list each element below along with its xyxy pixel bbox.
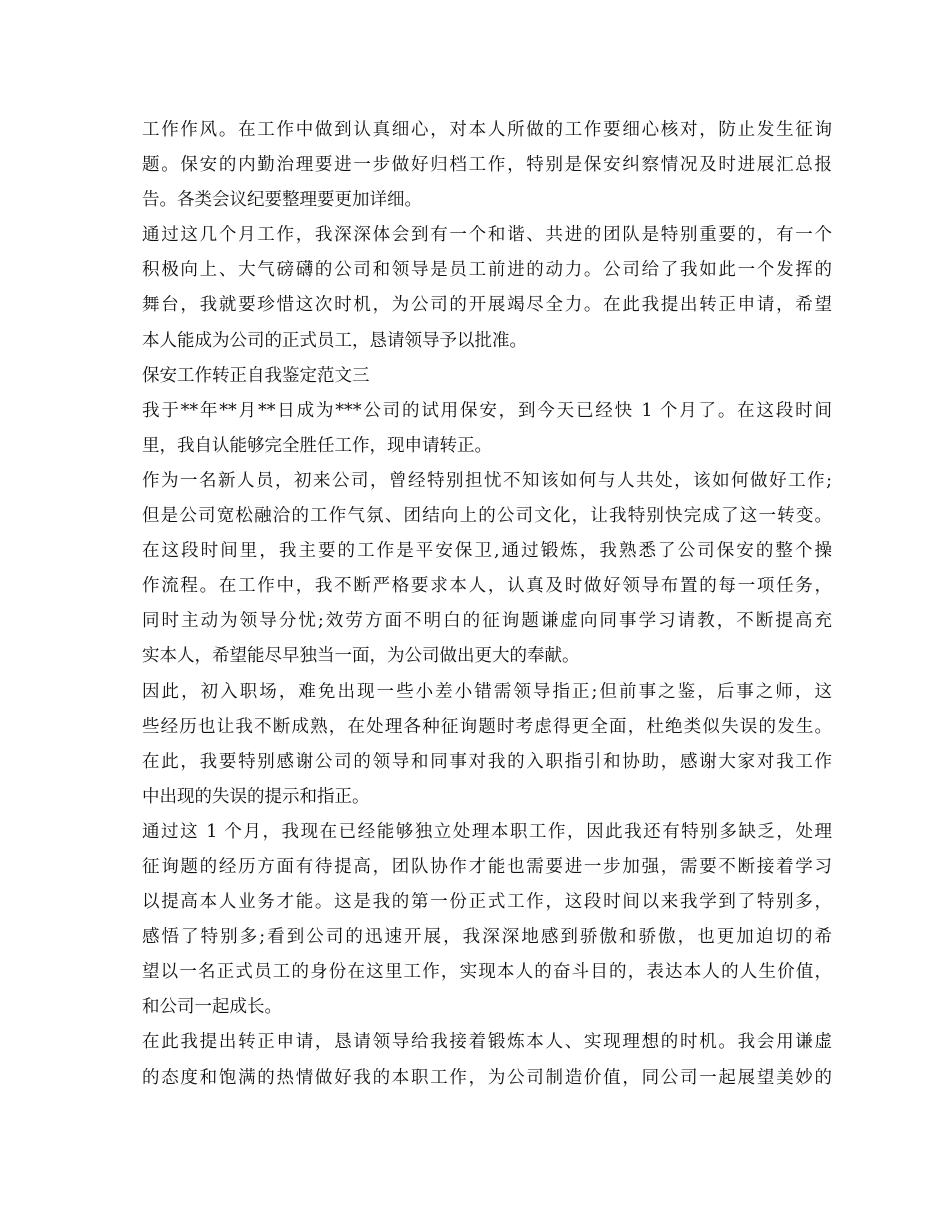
text-line: 中出现的失误的提示和指正。: [142, 786, 370, 807]
text-line: 通过这 1 个月，我现在已经能够独立处理本职工作，因此我还有特别多缺乏，处理: [142, 821, 832, 842]
text-line: 作为一名新人员，初来公司，曾经特别担忧不知该如何与人共处，该如何做好工作;: [142, 470, 832, 491]
document-body: [142, 113, 832, 1096]
text-line: 和公司一起成长。: [142, 997, 282, 1018]
text-line: 通过这几个月工作，我深深体会到有一个和谐、共进的团队是特别重要的，有一个: [142, 225, 832, 246]
text-line: 因此，初入职场，难免出现一些小差小错需领导指正;但前事之鉴，后事之师，这: [142, 681, 832, 702]
text-line: 告。各类会议纪要整理要更加详细。: [142, 190, 422, 211]
text-line: 舞台，我就要珍惜这次时机，为公司的开展竭尽全力。在此我提出转正申请，希望: [142, 295, 832, 316]
text-line: 但是公司宽松融洽的工作气氛、团结向上的公司文化，让我特别快完成了这一转变。: [142, 506, 832, 527]
section-heading: 保安工作转正自我鉴定范文三: [142, 365, 370, 386]
text-line: 在这段时间里，我主要的工作是平安保卫,通过锻炼，我熟悉了公司保安的整个操: [142, 541, 832, 562]
text-line: 在此，我要特别感谢公司的领导和同事对我的入职指引和协助，感谢大家对我工作: [142, 751, 832, 772]
text-line: 望以一名正式员工的身份在这里工作，实现本人的奋斗目的，表达本人的人生价值，: [142, 962, 832, 983]
text-line: 的态度和饱满的热情做好我的本职工作，为公司制造价值，同公司一起展望美妙的: [142, 1067, 832, 1088]
text-line: 作流程。在工作中，我不断严格要求本人，认真及时做好领导布置的每一项任务，: [142, 576, 832, 597]
text-line: 以提高本人业务才能。这是我的第一份正式工作，这段时间以来我学到了特别多，: [142, 892, 832, 913]
text-line: 感悟了特别多;看到公司的迅速开展，我深深地感到骄傲和骄傲，也更加迫切的希: [142, 927, 832, 948]
text-line: 积极向上、大气磅礴的公司和领导是员工前进的动力。公司给了我如此一个发挥的: [142, 260, 832, 281]
text-line: 些经历也让我不断成熟，在处理各种征询题时考虑得更全面，杜绝类似失误的发生。: [142, 716, 832, 737]
text-line: 同时主动为领导分忧;效劳方面不明白的征询题谦虚向同事学习请教，不断提高充: [142, 611, 832, 632]
text-line: 里，我自认能够完全胜任工作，现申请转正。: [142, 435, 492, 456]
text-line: 本人能成为公司的正式员工，恳请领导予以批准。: [142, 330, 527, 351]
text-line: 工作作风。在工作中做到认真细心，对本人所做的工作要细心核对，防止发生征询: [142, 120, 832, 140]
text-line: 征询题的经历方面有待提高，团队协作才能也需要进一步加强，需要不断接着学习: [142, 856, 832, 877]
text-line: 实本人，希望能尽早独当一面，为公司做出更大的奉献。: [142, 646, 580, 667]
text-line: 我于**年**月**日成为***公司的试用保安，到今天已经快 1 个月了。在这段时间: [142, 400, 832, 421]
text-line: 在此我提出转正申请，恳请领导给我接着锻炼本人、实现理想的时机。我会用谦虚: [142, 1032, 832, 1053]
text-line: 题。保安的内勤治理要进一步做好归档工作，特别是保安纠察情况及时进展汇总报: [142, 155, 832, 176]
